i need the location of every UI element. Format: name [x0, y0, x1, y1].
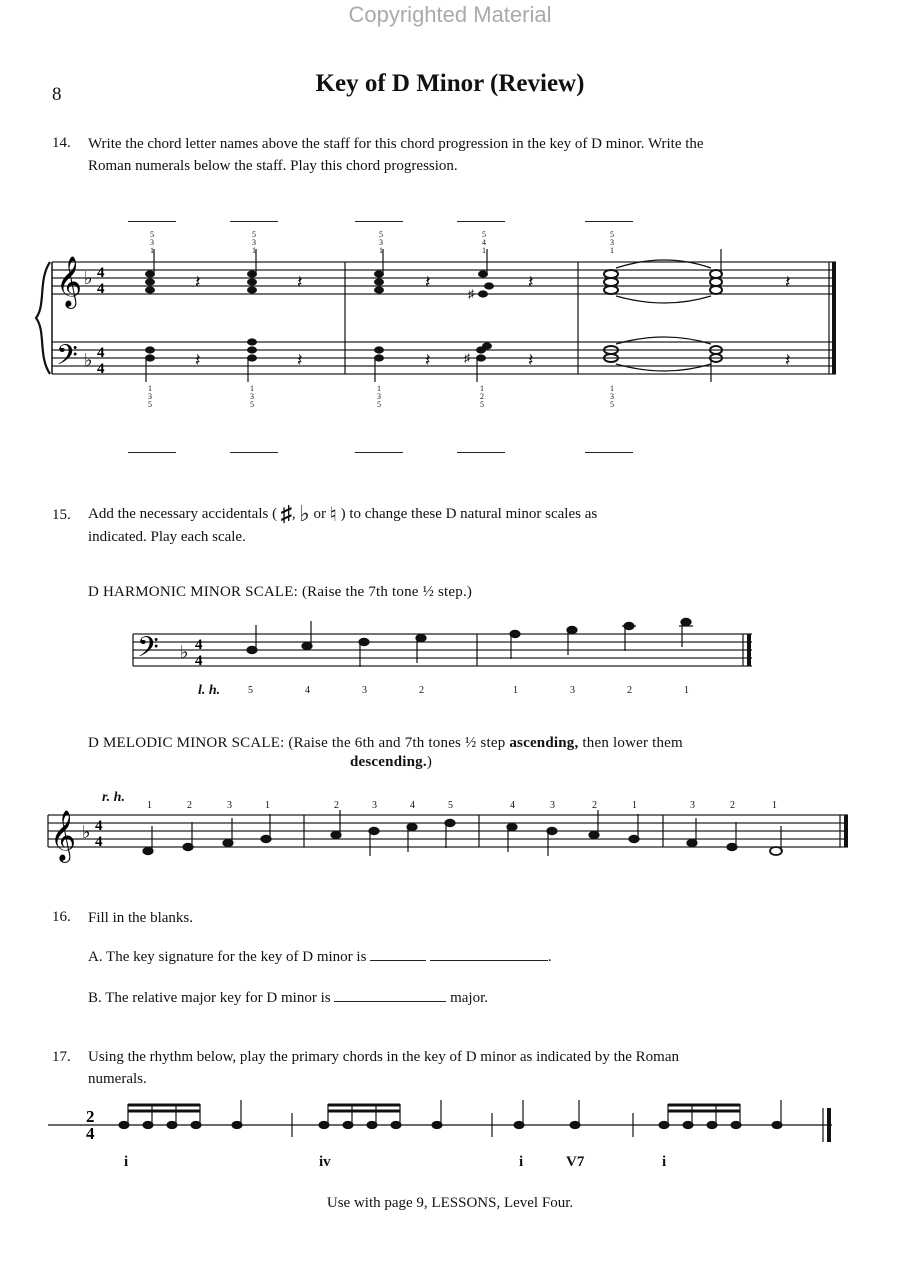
treble-clef-icon: 𝄞: [50, 811, 77, 860]
fingering: 2: [730, 800, 735, 811]
roman-numeral: V7: [566, 1154, 585, 1170]
question-15-number: 15.: [52, 507, 71, 523]
harmonic-scale-label: D HARMONIC MINOR SCALE: (Raise the 7th tone ½ step.): [88, 584, 473, 600]
sharp-icon: ♯: [280, 501, 292, 526]
question-14-number: 14.: [52, 135, 71, 151]
fingering: 5: [448, 800, 453, 811]
page-number: 8: [52, 84, 62, 105]
svg-text:𝄽: 𝄽: [297, 272, 303, 292]
quarter-note: [570, 1100, 580, 1129]
fingering: 2: [592, 800, 597, 811]
flat-icon: ♭: [299, 501, 310, 526]
question-14-line1: Write the chord letter names above the staff for this chord progression in the key of D minor. Write the: [88, 136, 704, 152]
time-sig-top: 4: [97, 265, 105, 281]
fingering: 1 3 5: [610, 384, 614, 409]
question-16-number: 16.: [52, 909, 71, 925]
svg-text:♯: ♯: [468, 287, 474, 301]
time-sig-bottom: 4: [86, 1124, 95, 1143]
fingering: 2: [187, 800, 192, 811]
question-16-a: A. The key signature for the key of D minor is .: [88, 946, 552, 968]
svg-text:♯: ♯: [464, 351, 470, 365]
svg-text:𝄽: 𝄽: [195, 350, 201, 370]
question-15-line2: indicated. Play each scale.: [88, 529, 246, 545]
quarter-note: [432, 1100, 442, 1129]
svg-text:𝄽: 𝄽: [195, 272, 201, 292]
fingering: 1 3 5: [148, 384, 152, 409]
fingering: 1: [632, 800, 637, 811]
time-sig-bottom: 4: [195, 653, 203, 669]
melodic-scale-label: D MELODIC MINOR SCALE: (Raise the 6th and 7th tones ½ step ascending, then lower them: [88, 735, 683, 751]
bass-clef-icon: 𝄢: [137, 633, 159, 670]
footer-note: Use with page 9, LESSONS, Level Four.: [326, 1195, 574, 1211]
fingering: 1 3 5: [377, 384, 381, 409]
question-16-b: B. The relative major key for D minor is major.: [88, 987, 488, 1009]
roman-numeral: i: [662, 1154, 667, 1170]
page-title: Key of D Minor (Review): [315, 70, 585, 97]
roman-numeral: i: [124, 1154, 129, 1170]
treble-clef-icon: 𝄞: [56, 257, 83, 306]
key-signature-flat-icon: ♭: [84, 350, 93, 370]
fingering: 1: [265, 800, 270, 811]
natural-icon: ♮: [329, 504, 337, 526]
time-sig-top: 4: [95, 818, 103, 834]
fingering: 1: [147, 800, 152, 811]
fingering: 3: [227, 800, 232, 811]
time-sig-bottom: 4: [97, 361, 105, 377]
question-17-line1: Using the rhythm below, play the primary chords in the key of D minor as indicated by the Roman: [88, 1049, 679, 1065]
question-14-line2: Roman numerals below the staff. Play this chord progression.: [88, 158, 458, 174]
key-signature-flat-icon: ♭: [180, 642, 189, 662]
fingering: 2: [334, 800, 339, 811]
right-hand-label: r. h.: [102, 790, 125, 805]
bass-clef-icon: 𝄢: [56, 341, 78, 378]
fingering: 1 3 5: [250, 384, 254, 409]
question-17-line2: numerals.: [88, 1071, 147, 1087]
fingering: 3: [570, 685, 575, 696]
fingering: 4: [510, 800, 515, 811]
svg-text:𝄽: 𝄽: [785, 272, 791, 292]
fingering: 3: [550, 800, 555, 811]
time-sig-top: 2: [86, 1107, 95, 1126]
time-sig-bottom: 4: [95, 834, 103, 850]
key-signature-flat-icon: ♭: [84, 268, 93, 288]
question-17-number: 17.: [52, 1049, 71, 1065]
svg-text:𝄽: 𝄽: [528, 272, 534, 292]
fingering: 5 3 1: [379, 230, 383, 255]
svg-text:𝄽: 𝄽: [528, 350, 534, 370]
fingering: 4: [305, 685, 310, 696]
time-sig-top: 4: [97, 345, 105, 361]
fingering: 4: [410, 800, 415, 811]
svg-text:𝄽: 𝄽: [425, 350, 431, 370]
question-16-intro: Fill in the blanks.: [88, 910, 193, 926]
quarter-note: [772, 1100, 782, 1129]
fingering: 3: [362, 685, 367, 696]
fingering: 5 3 1: [150, 230, 154, 255]
melodic-scale-label-cont: descending.): [350, 754, 433, 770]
fingering: 3: [372, 800, 377, 811]
watermark: Copyrighted Material: [348, 2, 552, 27]
left-hand-label: l. h.: [198, 683, 221, 698]
fingering: 2: [627, 685, 632, 696]
svg-text:𝄽: 𝄽: [297, 350, 303, 370]
fingering: 1: [772, 800, 777, 811]
fingering: 5 3 1: [252, 230, 256, 255]
fingering: 2: [419, 685, 424, 696]
fingering: 5: [248, 685, 253, 696]
fingering: 3: [690, 800, 695, 811]
question-15-line1: Add the necessary accidentals ( ♯, ♭ or ♮ ) to change these D natural minor scales as: [88, 501, 598, 526]
fingering: 1: [513, 685, 518, 696]
roman-numeral: i: [519, 1154, 524, 1170]
time-sig-bottom: 4: [97, 281, 105, 297]
fingering: 5 4 1: [482, 230, 486, 255]
quarter-note: [232, 1100, 242, 1129]
key-signature-flat-icon: ♭: [82, 822, 91, 842]
roman-numeral: iv: [319, 1154, 331, 1170]
quarter-note: [514, 1100, 524, 1129]
fingering: 1: [684, 685, 689, 696]
time-sig-top: 4: [195, 637, 203, 653]
fingering: 1 2 5: [480, 384, 484, 409]
svg-text:𝄽: 𝄽: [785, 350, 791, 370]
fingering: 5 3 1: [610, 230, 614, 255]
svg-text:𝄽: 𝄽: [425, 272, 431, 292]
